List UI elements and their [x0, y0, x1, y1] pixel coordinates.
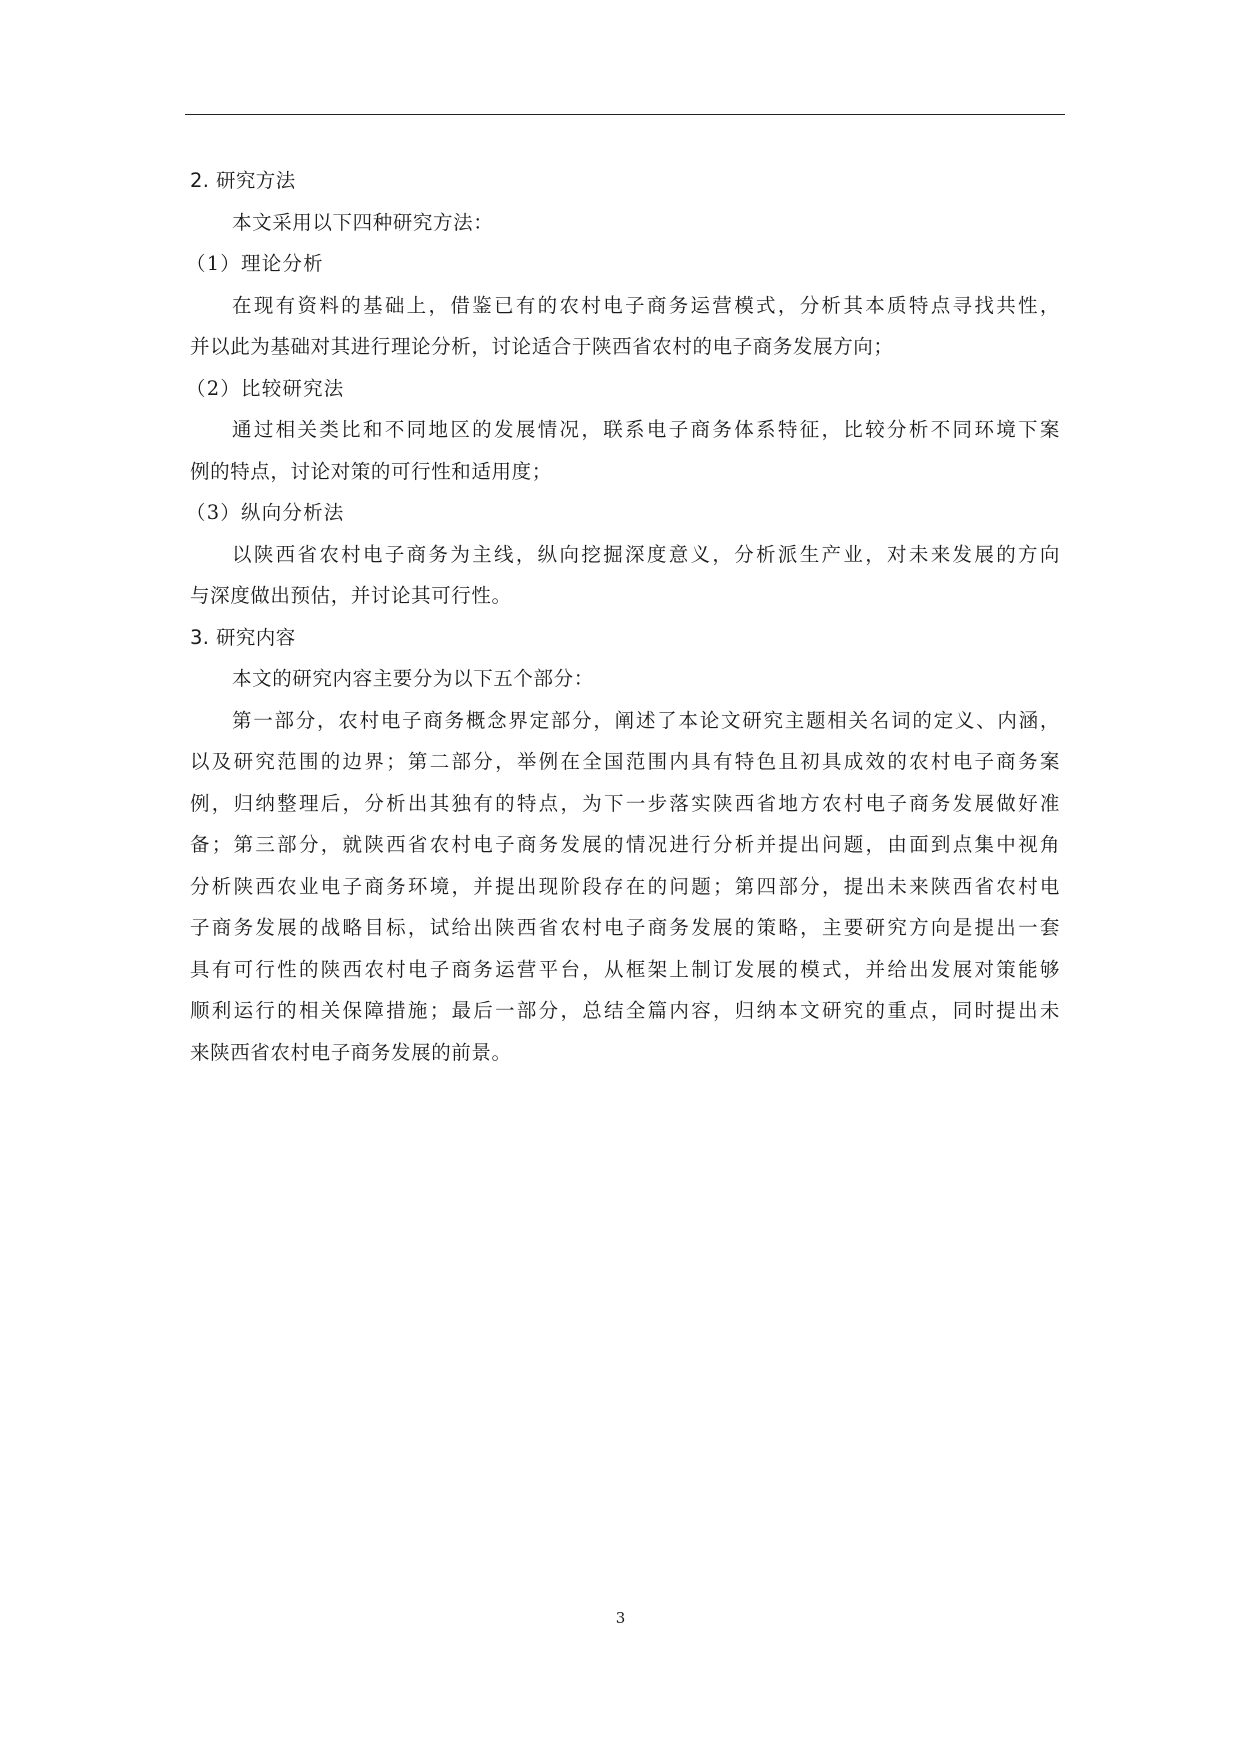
section-3-line-3: 例，归纳整理后，分析出其独有的特点，为下一步落实陕西省地方农村电子商务发展做好准 [190, 791, 1060, 815]
section-3-line-1: 第一部分，农村电子商务概念界定部分，阐述了本论文研究主题相关名词的定义、内涵， [232, 708, 1060, 732]
section-2-heading: 2. 研究方法 [190, 169, 296, 192]
method-2-line-2: 例的特点，讨论对策的可行性和适用度； [190, 459, 552, 483]
section-2-intro: 本文采用以下四种研究方法： [232, 210, 494, 234]
method-2-line-1: 通过相关类比和不同地区的发展情况，联系电子商务体系特征，比较分析不同环境下案 [232, 418, 1060, 441]
method-3-line-2: 与深度做出预估，并讨论其可行性。 [190, 584, 512, 607]
method-3-title: （3）纵向分析法 [186, 501, 345, 524]
section-3-line-4: 备；第三部分，就陕西省农村电子商务发展的情况进行分析并提出问题，由面到点集中视角 [190, 833, 1060, 856]
method-3-line-1: 以陕西省农村电子商务为主线，纵向挖掘深度意义，分析派生产业，对未来发展的方向 [232, 542, 1060, 566]
method-1-line-1: 在现有资料的基础上，借鉴已有的农村电子商务运营模式，分析其本质特点寻找共性， [232, 293, 1060, 317]
section-3-line-7: 具有可行性的陕西农村电子商务运营平台，从框架上制订发展的模式，并给出发展对策能够 [190, 957, 1060, 981]
header-rule [185, 114, 1065, 115]
page-body [186, 160, 1060, 1073]
section-3-intro: 本文的研究内容主要分为以下五个部分： [232, 667, 594, 690]
section-3-line-8: 顺利运行的相关保障措施；最后一部分，总结全篇内容，归纳本文研究的重点，同时提出未 [190, 999, 1060, 1022]
section-3-line-5: 分析陕西农业电子商务环境，并提出现阶段存在的问题；第四部分，提出未来陕西省农村电 [190, 874, 1060, 898]
method-1-line-2: 并以此为基础对其进行理论分析，讨论适合于陕西省农村的电子商务发展方向； [190, 335, 894, 358]
page-number: 3 [615, 1609, 626, 1627]
method-2-title: （2）比较研究法 [186, 376, 345, 400]
method-1-title: （1）理论分析 [186, 252, 324, 275]
section-3-heading: 3. 研究内容 [190, 625, 296, 649]
section-3-line-6: 子商务发展的战略目标，试给出陕西省农村电子商务发展的策略，主要研究方向是提出一套 [190, 916, 1060, 939]
section-3-line-9: 来陕西省农村电子商务发展的前景。 [190, 1040, 512, 1064]
section-3-line-2: 以及研究范围的边界；第二部分，举例在全国范围内具有特色且初具成效的农村电子商务案 [190, 750, 1060, 773]
